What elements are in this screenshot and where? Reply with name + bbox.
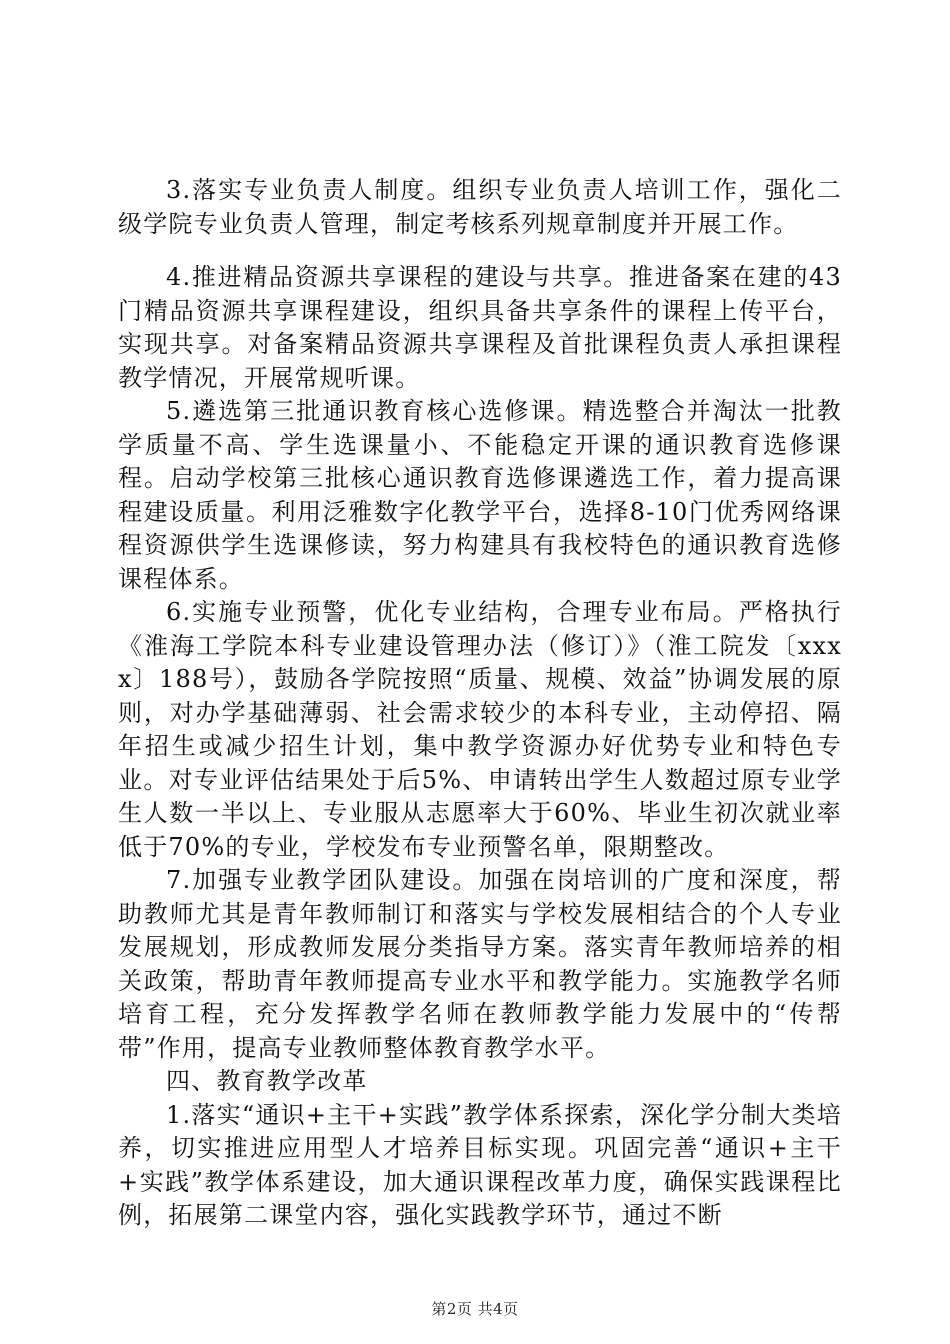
- page-footer: 第2页 共4页: [431, 1300, 519, 1318]
- paragraph-item-7: 7.加强专业教学团队建设。加强在岗培训的广度和深度，帮助教师尤其是青年教师制订和落实与学校发展相结合的个人专业发展规划，形成教师发展分类指导方案。落实青年教师培养的相关政策，帮助青年教师提高专业水平和教学能力。实施教学名师培育工程，充分发挥教学名师在教师教学能力发展中的“传帮带”作用，提高专业教师整体教育教学水平。: [118, 866, 842, 1062]
- paragraph-reform-item-1: 1.落实“通识+主干+实践”教学体系探索，深化学分制大类培养，切实推进应用型人才培养目标实现。巩固完善“通识+主干+实践”教学体系建设，加大通识课程改革力度，确保实践课程比例，拓展第二课堂内容，强化实践教学环节，通过不断: [118, 1100, 842, 1229]
- paragraph-item-5: 5.遴选第三批通识教育核心选修课。精选整合并淘汰一批教学质量不高、学生选课量小、不能稳定开课的通识教育选修课程。启动学校第三批核心通识教育选修课遴选工作，着力提高课程建设质量。利用泛雅数字化教学平台，选择8-10门优秀网络课程资源供学生选课修读，努力构建具有我校特色的通识教育选修课程体系。: [118, 397, 842, 593]
- paragraph-item-4: 4.推进精品资源共享课程的建设与共享。推进备案在建的43门精品资源共享课程建设，组织具备共享条件的课程上传平台，实现共享。对备案精品资源共享课程及首批课程负责人承担课程教学情况，开展常规听课。: [118, 263, 842, 392]
- paragraph-item-6: 6.实施专业预警，优化专业结构，合理专业布局。严格执行《淮海工学院本科专业建设管理办法（修订）》（淮工院发〔xxxx〕188号），鼓励各学院按照“质量、规模、效益”协调发展的原则，对办学基础薄弱、社会需求较少的本科专业，主动停招、隔年招生或减少招生计划，集中教学资源办好优势专业和特色专业。对专业评估结果处于后5%、申请转出学生人数超过原专业学生人数一半以上、专业服从志愿率大于60%、毕业生初次就业率低于70%的专业，学校发布专业预警名单，限期整改。: [118, 598, 842, 861]
- document-body: [118, 174, 842, 1233]
- section-heading-education-reform: 四、教育教学改革: [166, 1067, 368, 1095]
- paragraph-item-3: 3.落实专业负责人制度。组织专业负责人培训工作，强化二级学院专业负责人管理，制定考核系列规章制度并开展工作。: [118, 176, 842, 238]
